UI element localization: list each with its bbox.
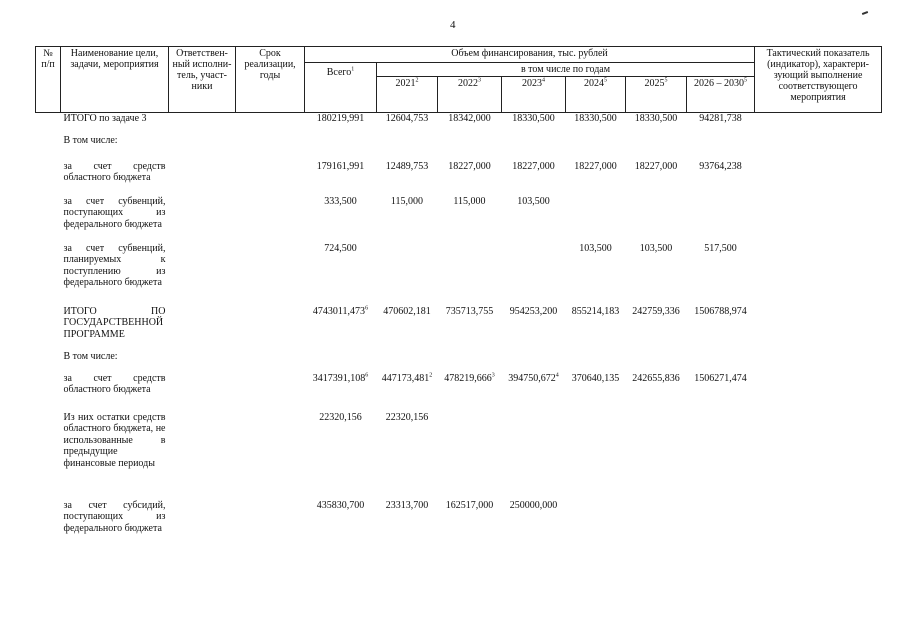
row-label: за счет средств областного бюджета <box>63 372 166 395</box>
row-num-cell <box>36 135 61 161</box>
row-indicator-cell <box>755 373 882 412</box>
row-period-cell <box>236 500 305 540</box>
row-year-value: 93764,238 <box>699 160 742 172</box>
row-year-value: 18227,000 <box>512 160 555 172</box>
header-period: Срок реализации, годы <box>236 47 305 113</box>
row-period-cell <box>236 243 305 306</box>
row-label: В том числе: <box>63 134 118 146</box>
row-indicator-cell <box>755 306 882 351</box>
row-responsible-cell <box>169 243 236 306</box>
row-year-value: 447173,481$^2$ <box>381 372 433 384</box>
row-period-cell <box>236 196 305 243</box>
row-year-value: 394750,672$^4$ <box>508 372 559 384</box>
table-row <box>36 351 882 373</box>
row-responsible-cell <box>169 412 236 500</box>
header-year: 2023$^4$ <box>502 77 566 113</box>
row-responsible-cell <box>169 351 236 373</box>
table-row <box>36 196 882 243</box>
row-year-value <box>566 500 626 540</box>
row-year-value: 18342,000 <box>448 113 491 124</box>
row-year-value: 18330,500 <box>574 113 617 124</box>
row-label: В том числе: <box>63 350 118 362</box>
row-total-value: 333,500 <box>324 195 357 207</box>
row-total-value: 435830,700 <box>316 499 365 511</box>
row-responsible-cell <box>169 113 236 135</box>
header-num: № п/п <box>36 47 61 113</box>
row-year-value: 954253,200 <box>509 305 558 317</box>
row-indicator-cell <box>755 113 882 135</box>
row-year-value: 478219,666$^3$ <box>444 372 495 384</box>
table-row <box>36 135 882 161</box>
row-label: за счет субсидий, поступающих из федерального бюджета <box>63 499 166 534</box>
header-indicator: Тактический показатель (индикатор), характери-зующий выполнение соответствующего мероприятия <box>755 47 882 113</box>
row-year-value <box>687 196 755 243</box>
row-responsible-cell <box>169 161 236 196</box>
row-label: за счет средств областного бюджета <box>63 160 166 183</box>
row-period-cell <box>236 161 305 196</box>
row-year-value: 242655,836 <box>632 372 680 384</box>
row-num-cell <box>36 351 61 373</box>
row-total-value: 179161,991 <box>316 160 365 172</box>
row-year-value: 115,000 <box>453 195 486 207</box>
row-label: ИТОГО ПО ГОСУДАРСТВЕННОЙ ПРОГРАММЕ <box>63 305 166 340</box>
row-indicator-cell <box>755 196 882 243</box>
header-year: 2025$^5$ <box>626 77 687 113</box>
row-num-cell <box>36 161 61 196</box>
row-year-value <box>687 351 755 373</box>
row-year-value: 12604,753 <box>385 113 429 124</box>
row-year-value: 103,500 <box>639 242 673 254</box>
row-period-cell <box>236 135 305 161</box>
row-num-cell <box>36 500 61 540</box>
row-year-value <box>626 412 687 500</box>
row-year-value <box>377 243 438 306</box>
row-year-value <box>687 135 755 161</box>
row-year-value <box>438 351 502 373</box>
table-row <box>36 243 882 306</box>
header-year: 2026 – 2030$^5$ <box>687 77 755 113</box>
row-indicator-cell <box>755 412 882 500</box>
row-responsible-cell <box>169 373 236 412</box>
row-num-cell <box>36 373 61 412</box>
row-year-value <box>377 135 438 161</box>
row-total-value: 4743011,473$^6$ <box>312 305 369 317</box>
scan-mark <box>862 11 868 15</box>
row-responsible-cell <box>169 500 236 540</box>
row-label: Из них остатки средств областного бюджета, не использованные в предыдущие финансовые периоды <box>63 411 166 469</box>
row-year-value <box>626 196 687 243</box>
row-year-value: 18227,000 <box>448 160 491 172</box>
row-indicator-cell <box>755 351 882 373</box>
row-year-value: 115,000 <box>390 195 424 207</box>
table-row <box>36 113 882 135</box>
row-label: за счет субвенций, планируемых к поступлению из федерального бюджета <box>63 242 166 288</box>
row-year-value: 18330,500 <box>512 113 555 124</box>
row-year-value <box>626 351 687 373</box>
table-row <box>36 500 882 540</box>
row-year-value: 735713,755 <box>445 305 494 317</box>
header-name: Наименование цели, задачи, мероприятия <box>61 47 169 113</box>
row-year-value: 18330,500 <box>634 113 678 124</box>
row-year-value: 1506271,474 <box>694 372 747 384</box>
row-year-value: 855214,183 <box>571 305 620 317</box>
table-row <box>36 412 882 500</box>
row-total-value: 22320,156 <box>319 411 362 423</box>
header-year: 2021$^2$ <box>377 77 438 113</box>
row-year-value: 103,500 <box>579 242 612 254</box>
row-year-value: 242759,336 <box>632 305 680 317</box>
row-total-value <box>305 135 377 161</box>
row-year-value: 1506788,974 <box>694 305 747 317</box>
row-year-value <box>377 351 438 373</box>
row-indicator-cell <box>755 161 882 196</box>
row-year-value <box>566 412 626 500</box>
row-year-value: 370640,135 <box>571 372 620 384</box>
header-year: 2022$^3$ <box>438 77 502 113</box>
row-year-value <box>566 135 626 161</box>
row-year-value: 94281,738 <box>699 113 742 124</box>
row-year-value <box>626 500 687 540</box>
page-number: 4 <box>450 19 456 31</box>
row-indicator-cell <box>755 500 882 540</box>
row-year-value <box>566 196 626 243</box>
header-total: Всего$^1$ <box>305 63 377 113</box>
row-total-value: 180219,991 <box>316 113 365 124</box>
financing-table <box>35 46 882 540</box>
header-by-years: в том числе по годам <box>377 63 755 77</box>
row-year-value: 250000,000 <box>509 499 558 511</box>
row-period-cell <box>236 412 305 500</box>
row-total-value: 3417391,108$^6$ <box>312 372 369 384</box>
header-responsible: Ответствен-ный исполни-тель, участ-ники <box>169 47 236 113</box>
row-indicator-cell <box>755 135 882 161</box>
row-year-value: 103,500 <box>517 195 550 207</box>
row-label: ИТОГО по задаче 3 <box>63 113 147 124</box>
table-row <box>36 306 882 351</box>
row-num-cell <box>36 113 61 135</box>
row-year-value: 517,500 <box>704 242 737 254</box>
row-period-cell <box>236 351 305 373</box>
row-responsible-cell <box>169 306 236 351</box>
row-num-cell <box>36 243 61 306</box>
row-year-value: 12489,753 <box>385 160 429 172</box>
row-num-cell <box>36 196 61 243</box>
row-total-value <box>305 351 377 373</box>
row-year-value: 23313,700 <box>385 499 429 511</box>
row-year-value <box>438 135 502 161</box>
row-year-value <box>687 500 755 540</box>
row-responsible-cell <box>169 135 236 161</box>
row-indicator-cell <box>755 243 882 306</box>
row-num-cell <box>36 306 61 351</box>
row-period-cell <box>236 373 305 412</box>
row-year-value <box>502 243 566 306</box>
row-year-value: 470602,181 <box>383 305 431 317</box>
table-row <box>36 161 882 196</box>
row-total-value: 724,500 <box>324 242 357 254</box>
row-year-value <box>502 351 566 373</box>
row-year-value: 18227,000 <box>574 160 617 172</box>
row-year-value: 162517,000 <box>445 499 494 511</box>
row-year-value <box>566 351 626 373</box>
row-year-value <box>438 412 502 500</box>
row-num-cell <box>36 412 61 500</box>
row-year-value: 22320,156 <box>385 411 429 423</box>
row-label: за счет субвенций, поступающих из федерального бюджета <box>63 195 166 230</box>
row-responsible-cell <box>169 196 236 243</box>
row-year-value <box>438 243 502 306</box>
header-financing: Объем финансирования, тыс. рублей <box>305 47 755 63</box>
row-year-value <box>687 412 755 500</box>
row-year-value <box>502 412 566 500</box>
table-row <box>36 373 882 412</box>
header-year: 2024$^5$ <box>566 77 626 113</box>
row-year-value <box>626 135 687 161</box>
row-period-cell <box>236 306 305 351</box>
row-period-cell <box>236 113 305 135</box>
row-year-value <box>502 135 566 161</box>
row-year-value: 18227,000 <box>634 160 678 172</box>
